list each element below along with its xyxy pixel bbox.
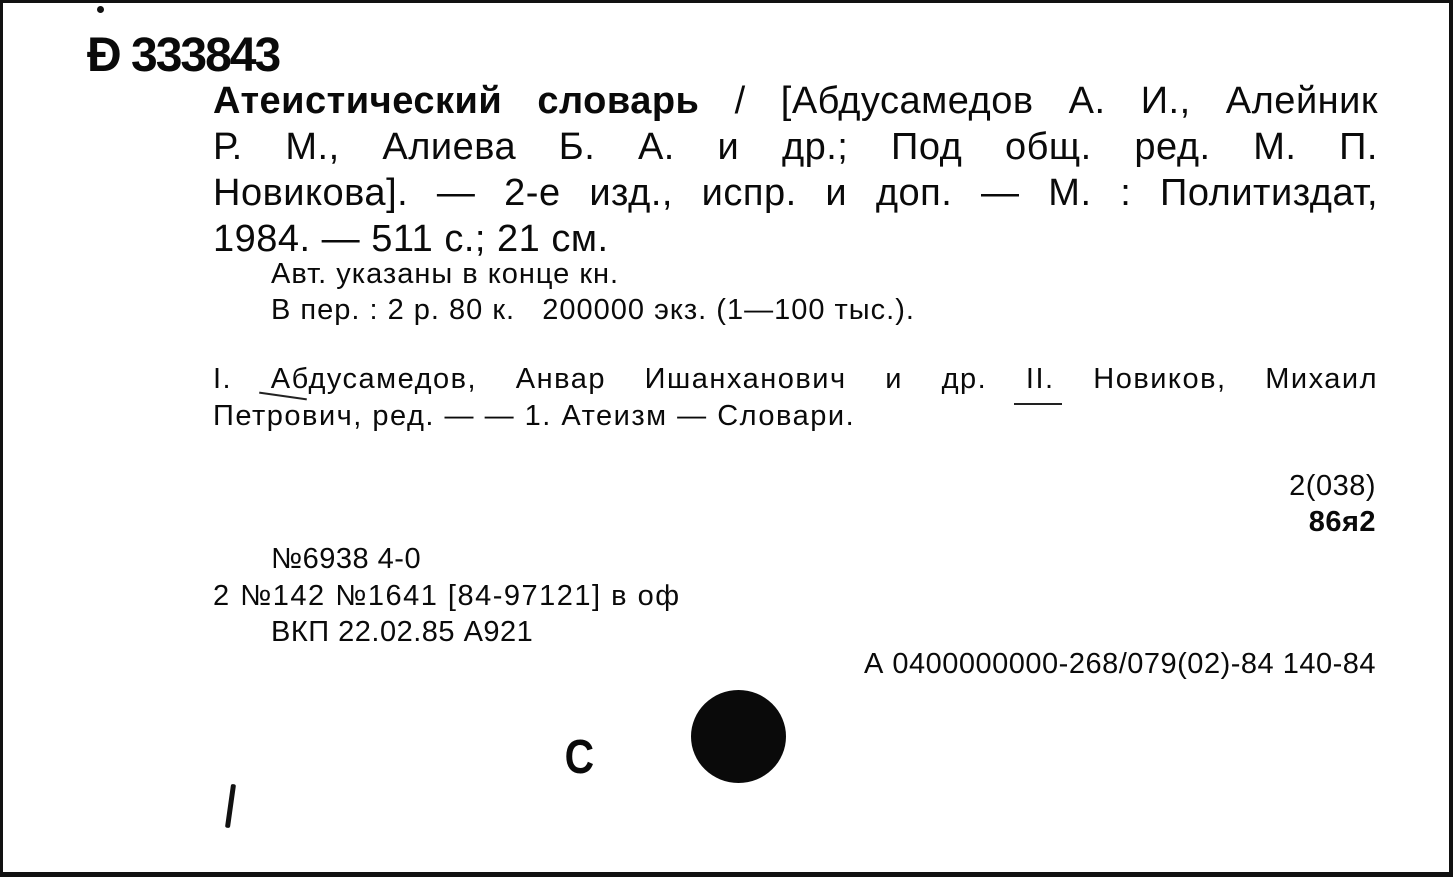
call-number-dot xyxy=(97,6,104,13)
note-authors: Авт. указаны в конце кн. xyxy=(271,258,620,290)
tracing-line-1: I. Абдусамедов, Анвар Ишанханович и др. II. Новиков, Михаил xyxy=(213,363,1378,395)
stamp-letter: С xyxy=(564,731,595,784)
description-line-1-rest: / [Абдусамедов А. И., Алейник xyxy=(699,80,1379,122)
note-price: В пер. : 2 р. 80 к. 200000 экз. (1—100 тыс.). xyxy=(271,294,915,326)
tracing-line-2: Петрович, ред. — — 1. Атеизм — Словари. xyxy=(213,400,856,432)
book-title: Атеистический словарь xyxy=(213,80,700,122)
handwritten-underline-2 xyxy=(1014,403,1062,405)
bbk-index: 86я2 xyxy=(1308,506,1376,538)
bibliographic-description xyxy=(213,78,1378,262)
ink-blot xyxy=(691,690,786,783)
isbn-line: А 0400000000-268/079(02)-84 140-84 xyxy=(863,648,1376,680)
call-number: Ɖ 333843 xyxy=(87,29,280,82)
service-line-3: ВКП 22.02.85 А921 xyxy=(271,616,534,648)
description-line-4: 1984. — 511 с.; 21 см. xyxy=(213,218,609,260)
description-line-3: Новикова]. — 2-е изд., испр. и доп. — М. : Политиздат, xyxy=(213,172,1378,214)
description-line-1 xyxy=(213,78,1378,124)
udc-index: 2(038) xyxy=(1289,470,1376,502)
description-line-2: Р. М., Алиева Б. А. и др.; Под общ. ред. М. П. xyxy=(213,126,1378,168)
service-line-1: №6938 4-0 xyxy=(271,543,422,575)
service-line-2: 2 №142 №1641 [84-97121] в оф xyxy=(213,580,681,612)
